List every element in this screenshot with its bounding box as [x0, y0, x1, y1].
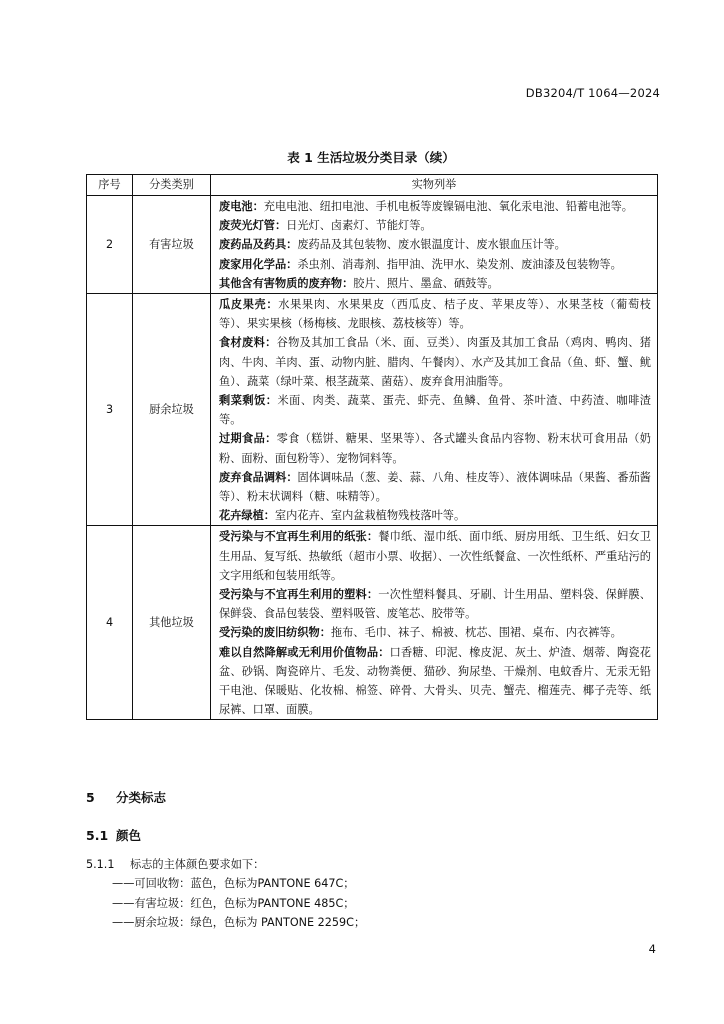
section-title: 分类标志	[116, 790, 167, 805]
section-number: 5	[86, 790, 95, 805]
example-entry	[219, 255, 651, 274]
example-entry	[219, 333, 651, 391]
entry-text: 口香糖、印泥、橡皮泥、灰土、炉渣、烟蒂、陶瓷花盆、砂锅、陶瓷碎片、毛发、动物粪便、猫砂、狗尿垫、干燥剂、电蚊香片、无汞无铅干电池、保暖贴、化妆棉、棉签、碎骨、大骨头、贝壳、蟹壳、榴莲壳、椰子壳等、纸尿裤、口罩、面膜。	[219, 645, 651, 717]
section-heading	[86, 788, 166, 806]
entry-key: 过期食品：	[219, 432, 277, 446]
color-item-kitchen: ——厨余垃圾：绿色，色标为 PANTONE 2259C；	[112, 916, 366, 929]
entry-text: 水果果肉、水果果皮（西瓜皮、桔子皮、苹果皮等）、水果茎枝（葡萄枝等）、果实果核（杨梅核、龙眼核、荔枝核等）等。	[219, 298, 651, 331]
color-requirement-list	[112, 874, 365, 933]
entry-key: 废电池：	[219, 200, 264, 213]
entry-key: 废弃食品调料：	[219, 470, 298, 484]
example-entry	[219, 468, 651, 506]
example-entry	[219, 643, 651, 720]
entry-text: 日光灯、卤素灯、节能灯等。	[286, 219, 432, 233]
entry-text: 餐巾纸、湿巾纸、面巾纸、厨房用纸、卫生纸、妇女卫生用品、复写纸、热敏纸（超市小票、收据）、一次性纸餐盒、一次性纸杯、严重玷污的文字用纸和包装用纸等。	[219, 530, 651, 582]
example-entry	[219, 197, 651, 216]
table-header-row	[87, 175, 658, 196]
subsection-title: 颜色	[116, 828, 142, 843]
standard-code: DB3204/T 1064—2024	[525, 86, 660, 100]
column-header-examples: 实物列举	[211, 175, 658, 196]
table-row	[87, 526, 658, 720]
entry-text: 胶片、照片、墨盒、硒鼓等。	[353, 276, 499, 290]
row-examples	[211, 196, 658, 294]
example-entry	[219, 429, 651, 467]
example-entry	[219, 623, 651, 642]
example-entry	[219, 216, 651, 235]
entry-text: 一次性塑料餐具、牙刷、计生用品、塑料袋、保鲜膜、保鲜袋、食品包装袋、塑料吸管、废笔芯、胶带等。	[219, 588, 651, 621]
table-row	[87, 196, 658, 294]
row-category: 厨余垃圾	[133, 294, 211, 526]
example-entry	[219, 235, 651, 254]
example-entry	[219, 506, 651, 525]
page-number: 4	[648, 942, 656, 956]
clause-number: 5.1.1	[86, 858, 115, 871]
color-item-hazardous: ——有害垃圾：红色，色标为PANTONE 485C；	[112, 896, 355, 910]
entry-key: 废荧光灯管：	[219, 219, 287, 233]
entry-text: 谷物及其加工食品（米、面、豆类）、肉蛋及其加工食品（鸡肉、鸭肉、猪肉、牛肉、羊肉、蛋、动物内脏、腊肉、午餐肉）、水产及其加工食品（鱼、虾、蟹、鱿鱼）、蔬菜（绿叶菜、根茎蔬菜、菌菇）、废弃食用油脂等。	[219, 336, 651, 388]
entry-text: 固体调味品（葱、姜、蒜、八角、桂皮等）、液体调味品（果酱、番茄酱等）、粉末状调料（糖、味精等）。	[219, 470, 651, 504]
entry-key: 受污染与不宜再生利用的纸张：	[219, 530, 379, 544]
entry-text: 米面、肉类、蔬菜、蛋壳、虾壳、鱼鳞、鱼骨、茶叶渣、中药渣、咖啡渣等。	[219, 394, 651, 427]
entry-text: 零食（糕饼、糖果、坚果等）、各式罐头食品内容物、粉末状可食用品（奶粉、面粉、面包粉等）、宠物饲料等。	[219, 432, 651, 465]
entry-key: 受污染的废旧纺织物：	[219, 626, 331, 640]
classification-table	[86, 174, 658, 720]
subsection-heading	[86, 826, 141, 844]
entry-key: 废家用化学品：	[219, 257, 298, 271]
entry-key: 剩菜剩饭：	[219, 394, 278, 408]
clause-text: 标志的主体颜色要求如下：	[130, 858, 265, 871]
entry-text: 室内花卉、室内盆栽植物残枝落叶等。	[274, 509, 466, 523]
entry-text: 拖布、毛巾、袜子、棉被、枕芯、围裙、桌布、内衣裤等。	[330, 626, 622, 640]
entry-text: 废药品及其包装物、废水银温度计、废水银血压计等。	[297, 238, 566, 252]
entry-key: 瓜皮果壳：	[219, 298, 279, 312]
entry-key: 花卉绿植：	[219, 509, 275, 523]
entry-key: 食材废料：	[219, 336, 277, 350]
row-category: 其他垃圾	[133, 526, 211, 720]
example-entry	[219, 585, 651, 623]
entry-text: 杀虫剂、消毒剂、指甲油、洗甲水、染发剂、废油漆及包装物等。	[297, 257, 622, 271]
entry-key: 废药品及药具：	[219, 238, 298, 252]
row-number: 2	[87, 196, 133, 294]
table-caption: 表 1 生活垃圾分类目录（续）	[287, 150, 455, 165]
subsection-number: 5.1	[86, 828, 109, 843]
table-row	[87, 294, 658, 526]
clause	[86, 855, 264, 874]
column-header-category: 分类类别	[133, 175, 211, 196]
entry-key: 难以自然降解或无利用价值物品：	[219, 645, 390, 659]
example-entry	[219, 527, 651, 585]
row-category: 有害垃圾	[133, 196, 211, 294]
color-item-recyclable: ——可回收物：蓝色，色标为PANTONE 647C；	[112, 877, 355, 890]
example-entry	[219, 391, 651, 429]
row-examples	[211, 294, 658, 526]
entry-key: 其他含有害物质的废弃物：	[219, 276, 354, 290]
row-examples	[211, 526, 658, 720]
row-number: 4	[87, 526, 133, 720]
row-number: 3	[87, 294, 133, 526]
entry-key: 受污染与不宜再生利用的塑料：	[219, 588, 379, 602]
column-header-no: 序号	[87, 175, 133, 196]
example-entry	[219, 295, 651, 333]
example-entry	[219, 274, 651, 293]
entry-text: 充电电池、纽扣电池、手机电板等废镍镉电池、氧化汞电池、铅蓄电池等。	[263, 200, 633, 213]
